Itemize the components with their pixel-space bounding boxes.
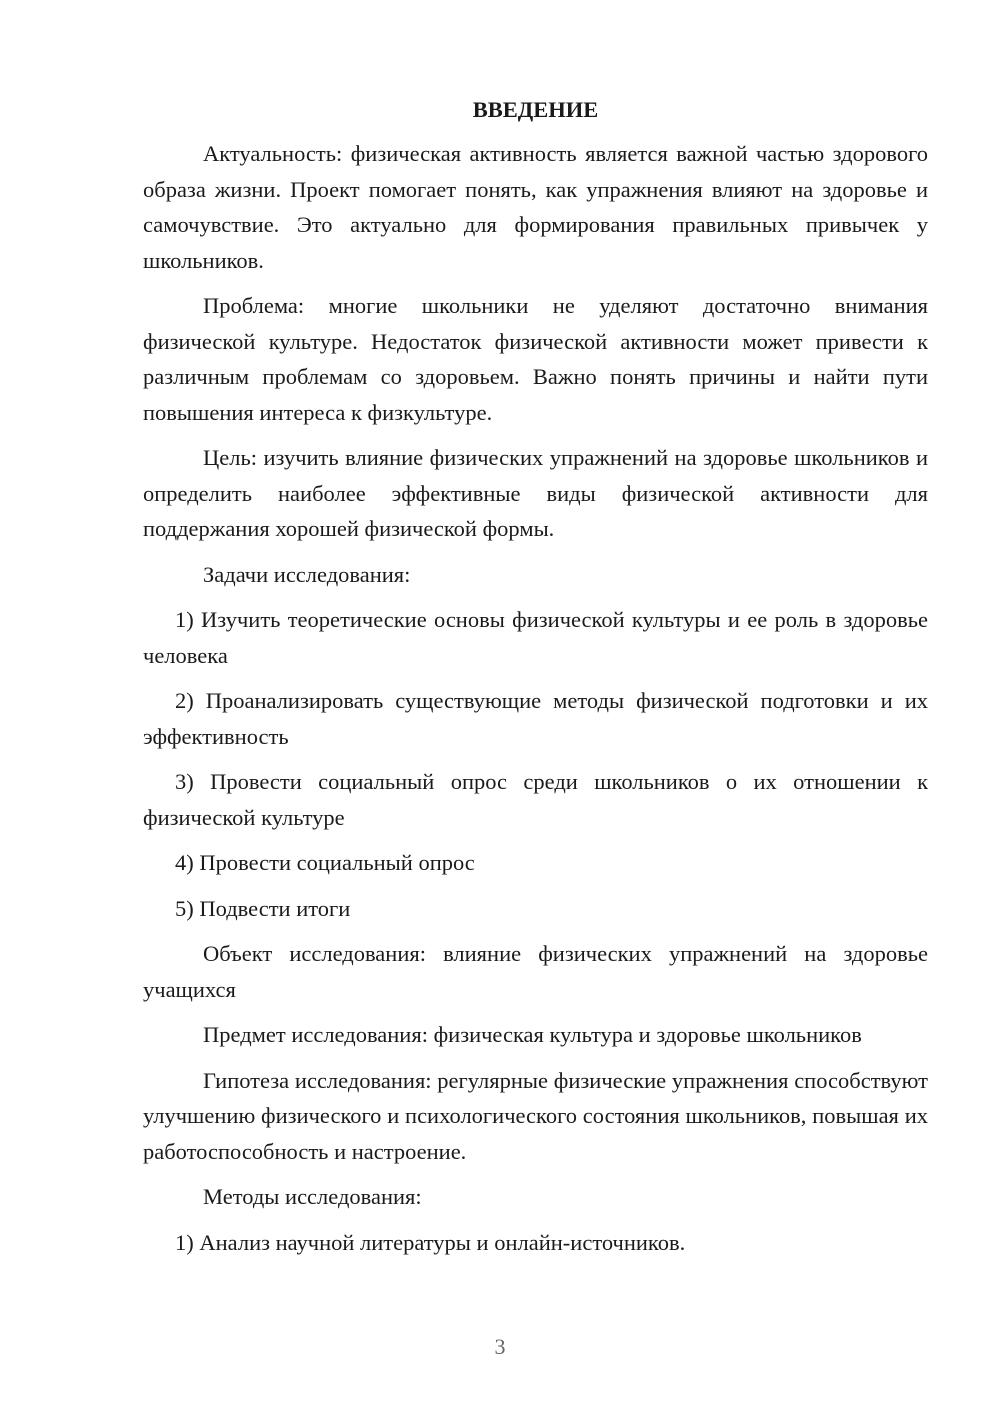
goal-paragraph: Цель: изучить влияние физических упражнений на здоровье школьников и определить наиболее эффективные виды физической активности для поддержания хорошей физической формы. [143, 445, 928, 541]
document-page [143, 94, 928, 1270]
task-item-3: 3) Провести социальный опрос среди школьников о их отношении к физической культуре [143, 769, 928, 830]
methods-heading: Методы исследования: [203, 1184, 422, 1209]
hypothesis-paragraph: Гипотеза исследования: регулярные физические упражнения способствуют улучшению физического и психологического состояния школьников, повышая их работоспособность и настроение. [143, 1067, 928, 1164]
object-paragraph: Объект исследования: влияние физических упражнений на здоровье учащихся [143, 941, 928, 1002]
task-item-4: 4) Провести социальный опрос [175, 850, 475, 875]
task-item-2: 2) Проанализировать существующие методы физической подготовки и их эффективность [143, 688, 928, 749]
problem-paragraph: Проблема: многие школьники не уделяют достаточно внимания физической культуре. Недостаток физической активности может привести к различным проблемам со здоровьем. Важно понять причины и найти пути повышения интереса к физкультуре. [143, 293, 928, 425]
task-item-5: 5) Подвести итоги [175, 895, 351, 921]
section-heading: ВВЕДЕНИЕ [472, 97, 599, 122]
method-item-1: 1) Анализ научной литературы и онлайн-источников. [175, 1229, 686, 1255]
page-number: 3 [494, 1334, 506, 1359]
relevance-paragraph: Актуальность: физическая активность является важной частью здорового образа жизни. Проект помогает понять, как упражнения влияют на здоровье и самочувствие. Это актуально для формирования правильных привычек у школьников. [143, 141, 928, 273]
tasks-heading: Задачи исследования: [203, 561, 411, 587]
subject-paragraph: Предмет исследования: физическая культура и здоровье школьников [203, 1022, 862, 1047]
task-item-1: 1) Изучить теоретические основы физической культуры и ее роль в здоровье человека [143, 607, 928, 668]
